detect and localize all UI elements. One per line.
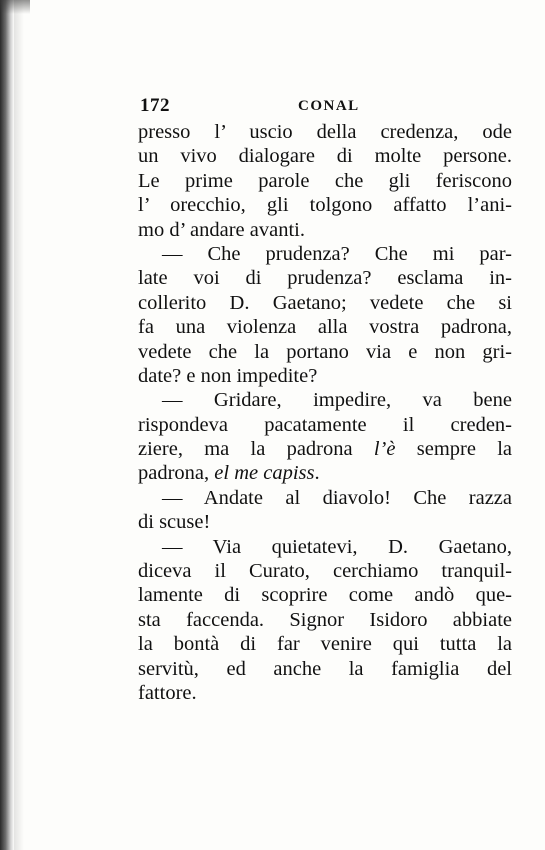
text-line: lamente di scoprire come andò que-: [138, 584, 512, 607]
page-number: 172: [140, 95, 170, 116]
text-line: rispondeva pacatamente il creden-: [138, 413, 512, 436]
text-line: — Gridare, impedire, va bene: [162, 389, 512, 412]
page-edge-mark: [0, 0, 30, 14]
italic-text-run: l’è: [373, 438, 396, 461]
text-line: un vivo dialogare di molte persone.: [138, 145, 512, 168]
text-line: servitù, ed anche la famiglia del: [138, 657, 512, 680]
text-line-with-italic: [138, 461, 512, 485]
text-line: late voi di prudenza? esclama in-: [138, 267, 512, 290]
text-line: — Andate al diavolo! Che razza: [162, 486, 512, 509]
text-line: mo d’ andare avanti.: [138, 218, 305, 241]
text-line: — Che prudenza? Che mi par-: [162, 242, 512, 265]
binding-shadow: [0, 0, 14, 850]
italic-text-run: el me capiss: [214, 462, 315, 485]
text-line: fattore.: [138, 681, 197, 704]
text-line: la bontà di far venire qui tutta la: [138, 633, 512, 656]
text-run: .: [314, 462, 320, 485]
text-line: l’ orecchio, gli tolgono affatto l’ani-: [138, 194, 512, 217]
text-line: collerito D. Gaetano; vedete che si: [138, 291, 512, 314]
body-text: [138, 120, 512, 705]
text-line: fa una violenza alla vostra padrona,: [138, 316, 512, 339]
text-line: date? e non impedite?: [138, 364, 318, 387]
text-run: ziere, ma la padrona: [138, 438, 374, 461]
text-line-with-italic: [138, 437, 512, 461]
text-line: — Via quietatevi, D. Gaetano,: [162, 535, 512, 558]
page-header: [140, 95, 510, 117]
text-run: padrona,: [138, 462, 215, 485]
text-line: presso l’ uscio della credenza, ode: [138, 121, 512, 143]
running-title: CONAL: [298, 98, 360, 114]
text-line: sta faccenda. Signor Isidoro abbiate: [138, 608, 512, 631]
text-run: sempre la: [395, 438, 512, 461]
text-line: vedete che la portano via e non gri-: [138, 340, 512, 363]
text-line: di scuse!: [138, 511, 211, 534]
text-line: Le prime parole che gli feriscono: [138, 169, 512, 192]
text-line: diceva il Curato, cerchiamo tranquil-: [138, 560, 512, 583]
